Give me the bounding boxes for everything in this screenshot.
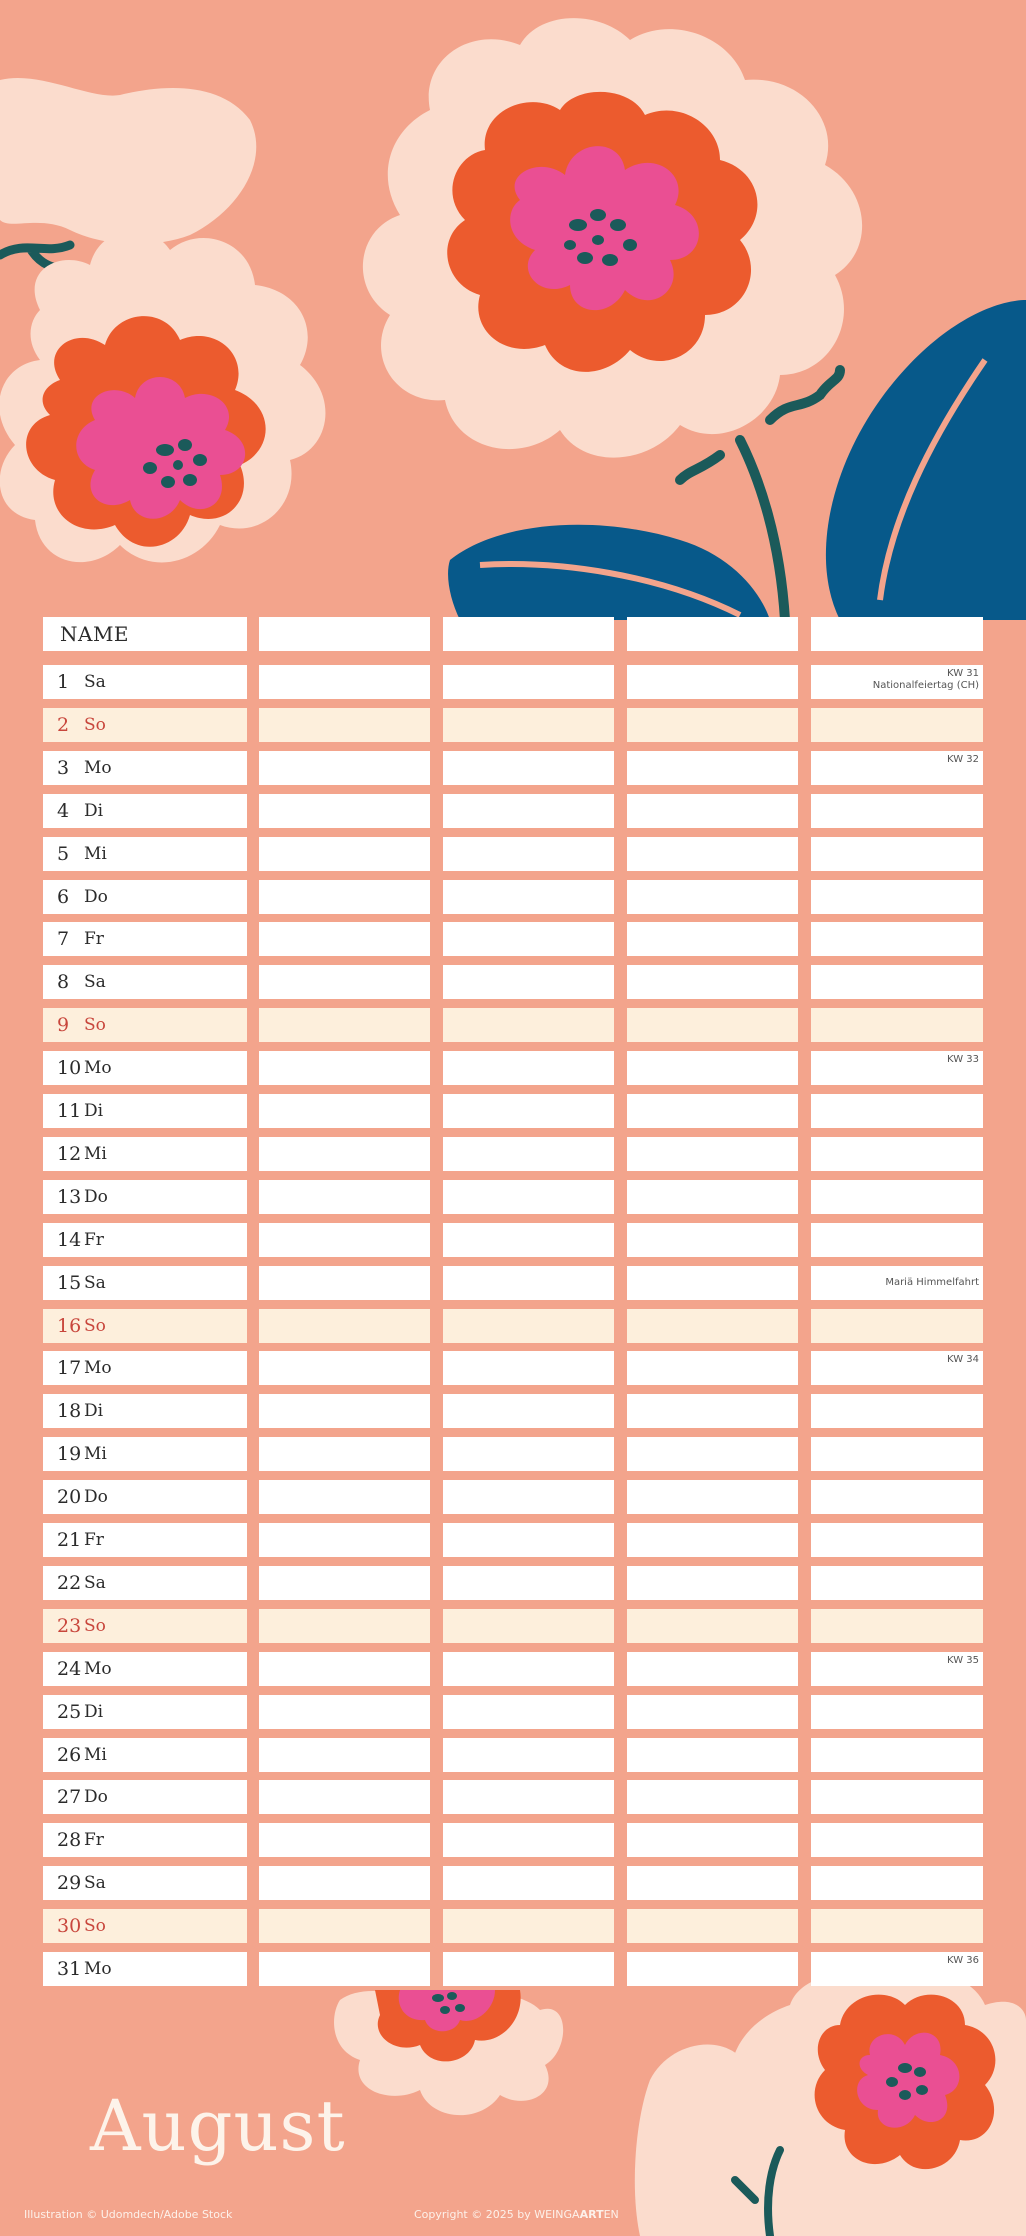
entry-cell-3[interactable] (627, 1437, 798, 1471)
entry-cell-2[interactable] (443, 1523, 614, 1557)
day-row (43, 1738, 983, 1772)
day-number: 8 (57, 971, 70, 994)
date-cell (43, 1695, 247, 1729)
entry-cell-4[interactable] (811, 1523, 983, 1557)
weekday-label: Fr (84, 1530, 104, 1550)
copyright-notice (414, 2208, 619, 2221)
date-cell (43, 837, 247, 871)
weekday-label: Di (84, 1701, 104, 1722)
entry-cell-4[interactable] (811, 1094, 983, 1128)
name-input-cell-3[interactable] (627, 617, 798, 651)
date-cell (43, 1823, 247, 1857)
weekday-label: Fr (84, 1229, 104, 1250)
entry-cell-1[interactable] (259, 751, 430, 785)
brand-en: EN (603, 2208, 619, 2221)
weekday-label: Sa (84, 1572, 106, 1593)
calendar-week-note: KW 34 (947, 1354, 979, 1366)
entry-cell-3[interactable] (627, 1094, 798, 1128)
weekday-label: Do (84, 1487, 108, 1508)
entry-cell-3[interactable] (627, 1480, 798, 1514)
entry-cell-4[interactable] (811, 794, 983, 828)
weekday-label: Sa (84, 672, 106, 692)
floral-illustration-top (0, 0, 1026, 620)
date-cell (43, 1566, 247, 1600)
weekday-label: So (84, 1015, 106, 1036)
entry-cell-4[interactable] (811, 708, 983, 742)
entry-cell-3[interactable] (627, 1952, 798, 1986)
day-row (43, 665, 983, 699)
entry-cell-4[interactable] (811, 1266, 983, 1300)
entry-cell-2[interactable] (443, 1609, 614, 1643)
entry-cell-2[interactable] (443, 1051, 614, 1085)
entry-cell-3[interactable] (627, 1738, 798, 1772)
entry-cell-1[interactable] (259, 1180, 430, 1214)
day-number: 14 (57, 1228, 82, 1251)
weekday-label: Mo (84, 1658, 112, 1679)
entry-cell-3[interactable] (627, 1695, 798, 1729)
entry-cell-3[interactable] (627, 1180, 798, 1214)
day-number: 27 (57, 1786, 82, 1809)
day-row (43, 1823, 983, 1857)
day-row (43, 1652, 983, 1686)
weekday-label: Di (84, 800, 104, 821)
weekday-label: Di (84, 1101, 104, 1121)
entry-cell-3[interactable] (627, 1266, 798, 1300)
day-row (43, 1952, 983, 1986)
entry-cell-2[interactable] (443, 1952, 614, 1986)
date-cell (43, 1394, 247, 1428)
day-number: 24 (57, 1657, 82, 1680)
entry-cell-3[interactable] (627, 837, 798, 871)
date-cell (43, 922, 247, 956)
day-number: 7 (57, 928, 70, 951)
entry-cell-4[interactable] (811, 922, 983, 956)
entry-cell-1[interactable] (259, 1094, 430, 1128)
day-row (43, 1437, 983, 1471)
name-input-cell-4[interactable] (811, 617, 983, 651)
day-row (43, 794, 983, 828)
entry-cell-3[interactable] (627, 665, 798, 699)
entry-cell-4[interactable] (811, 1695, 983, 1729)
entry-cell-4[interactable] (811, 751, 983, 785)
entry-cell-4[interactable] (811, 1738, 983, 1772)
date-cell (43, 1523, 247, 1557)
name-label: NAME (60, 622, 130, 646)
brand-weinga: WEINGA (534, 2208, 580, 2221)
day-number: 28 (57, 1829, 82, 1852)
entry-cell-1[interactable] (259, 1351, 430, 1385)
day-number: 11 (57, 1100, 82, 1122)
day-number: 25 (57, 1700, 82, 1723)
weekday-label: Sa (84, 1272, 106, 1293)
day-row (43, 922, 983, 956)
weekday-label: Mi (84, 1143, 107, 1164)
entry-cell-3[interactable] (627, 880, 798, 914)
day-row (43, 1137, 983, 1171)
day-number: 26 (57, 1743, 82, 1766)
entry-cell-4[interactable] (811, 1008, 983, 1042)
entry-cell-1[interactable] (259, 1309, 430, 1343)
entry-cell-1[interactable] (259, 1266, 430, 1300)
name-header-cell[interactable] (43, 617, 247, 651)
weekday-label: Di (84, 1401, 104, 1422)
day-number: 5 (57, 842, 70, 865)
entry-cell-4[interactable] (811, 1223, 983, 1257)
day-number: 30 (57, 1915, 82, 1938)
entry-cell-2[interactable] (443, 922, 614, 956)
entry-cell-2[interactable] (443, 1437, 614, 1471)
day-number: 19 (57, 1443, 82, 1466)
entry-cell-2[interactable] (443, 794, 614, 828)
date-cell (43, 1480, 247, 1514)
header-row (43, 617, 983, 651)
entry-cell-4[interactable] (811, 1609, 983, 1643)
entry-cell-2[interactable] (443, 1480, 614, 1514)
entry-cell-2[interactable] (443, 1823, 614, 1857)
entry-cell-4[interactable] (811, 1780, 983, 1814)
day-number: 16 (57, 1314, 82, 1337)
weekday-label: Fr (84, 1830, 104, 1851)
day-number: 4 (57, 799, 70, 822)
entry-cell-1[interactable] (259, 1780, 430, 1814)
entry-cell-4[interactable] (811, 880, 983, 914)
weekday-label: Do (84, 1186, 108, 1207)
entry-cell-4[interactable] (811, 837, 983, 871)
entry-cell-1[interactable] (259, 1051, 430, 1085)
entry-cell-3[interactable] (627, 1137, 798, 1171)
day-row (43, 1094, 983, 1128)
entry-cell-3[interactable] (627, 1823, 798, 1857)
entry-cell-4[interactable] (811, 1909, 983, 1943)
cream-petal-bottom (635, 2045, 761, 2236)
entry-cell-2[interactable] (443, 1866, 614, 1900)
weekday-label: Mi (84, 1444, 107, 1465)
name-input-cell-2[interactable] (443, 617, 614, 651)
day-number: 29 (57, 1872, 82, 1895)
day-row (43, 1351, 983, 1385)
day-row (43, 880, 983, 914)
day-row (43, 1180, 983, 1214)
day-number: 15 (57, 1271, 82, 1294)
date-cell (43, 1309, 247, 1343)
entry-cell-3[interactable] (627, 1652, 798, 1686)
day-row (43, 1266, 983, 1300)
holiday-note: Nationalfeiertag (CH) (872, 680, 979, 691)
day-row (43, 1223, 983, 1257)
entry-cell-2[interactable] (443, 1309, 614, 1343)
entry-cell-2[interactable] (443, 1266, 614, 1300)
entry-cell-2[interactable] (443, 708, 614, 742)
date-cell (43, 1094, 247, 1128)
entry-cell-1[interactable] (259, 1823, 430, 1857)
date-cell (43, 880, 247, 914)
entry-cell-2[interactable] (443, 1008, 614, 1042)
date-cell (43, 1180, 247, 1214)
entry-cell-1[interactable] (259, 837, 430, 871)
entry-cell-2[interactable] (443, 1223, 614, 1257)
entry-cell-2[interactable] (443, 965, 614, 999)
day-number: 10 (57, 1057, 82, 1080)
holiday-note: Mariä Himmelfahrt (885, 1276, 979, 1288)
calendar-week-note: KW 33 (947, 1054, 979, 1066)
entry-cell-3[interactable] (627, 1309, 798, 1343)
weekday-label: Mo (84, 1959, 112, 1979)
entry-cell-2[interactable] (443, 751, 614, 785)
day-row (43, 1523, 983, 1557)
entry-cell-4[interactable] (811, 1051, 983, 1085)
weekday-label: Sa (84, 972, 106, 993)
entry-cell-1[interactable] (259, 1437, 430, 1471)
entry-cell-1[interactable] (259, 1866, 430, 1900)
date-cell (43, 1051, 247, 1085)
entry-cell-2[interactable] (443, 1351, 614, 1385)
day-row (43, 751, 983, 785)
entry-cell-1[interactable] (259, 880, 430, 914)
date-cell (43, 751, 247, 785)
entry-cell-4[interactable] (811, 1309, 983, 1343)
day-row (43, 1695, 983, 1729)
entry-cell-4[interactable] (811, 1566, 983, 1600)
entry-cell-3[interactable] (627, 1008, 798, 1042)
weekday-label: So (84, 1916, 106, 1937)
entry-cell-4[interactable] (811, 1952, 983, 1986)
date-cell (43, 1266, 247, 1300)
weekday-label: Do (84, 1787, 108, 1808)
entry-cell-1[interactable] (259, 665, 430, 699)
calendar-grid (43, 617, 983, 1989)
entry-cell-1[interactable] (259, 1909, 430, 1943)
day-row (43, 1566, 983, 1600)
entry-cell-1[interactable] (259, 1137, 430, 1171)
date-cell (43, 965, 247, 999)
entry-cell-3[interactable] (627, 1866, 798, 1900)
weekday-label: Sa (84, 1873, 106, 1894)
day-row (43, 1780, 983, 1814)
day-number: 18 (57, 1400, 82, 1423)
entry-cell-1[interactable] (259, 1652, 430, 1686)
date-cell (43, 665, 247, 699)
entry-cell-1[interactable] (259, 708, 430, 742)
date-cell (43, 1437, 247, 1471)
entry-cell-3[interactable] (627, 708, 798, 742)
day-number: 6 (57, 885, 70, 908)
cream-petal-shape (0, 78, 256, 244)
copyright-lead: Copyright © 2025 by (414, 2208, 535, 2221)
day-row (43, 1909, 983, 1943)
date-cell (43, 1909, 247, 1943)
date-cell (43, 1738, 247, 1772)
entry-cell-1[interactable] (259, 1695, 430, 1729)
date-cell (43, 1780, 247, 1814)
entry-cell-2[interactable] (443, 665, 614, 699)
calendar-week-note: KW 35 (947, 1654, 979, 1666)
entry-cell-1[interactable] (259, 922, 430, 956)
day-number: 9 (57, 1014, 70, 1037)
day-number: 17 (57, 1357, 82, 1380)
weekday-label: Mo (84, 1058, 112, 1079)
entry-cell-1[interactable] (259, 794, 430, 828)
calendar-week-note: KW 32 (947, 753, 979, 765)
entry-cell-3[interactable] (627, 1609, 798, 1643)
day-row (43, 1051, 983, 1085)
day-number: 13 (57, 1185, 82, 1208)
date-cell (43, 794, 247, 828)
entry-cell-1[interactable] (259, 1566, 430, 1600)
entry-cell-4[interactable] (811, 1437, 983, 1471)
entry-cell-2[interactable] (443, 1909, 614, 1943)
entry-cell-1[interactable] (259, 1523, 430, 1557)
day-number: 22 (57, 1571, 82, 1594)
weekday-label: Mi (84, 1744, 107, 1765)
day-row (43, 1394, 983, 1428)
entry-cell-2[interactable] (443, 837, 614, 871)
entry-cell-2[interactable] (443, 1695, 614, 1729)
day-row (43, 965, 983, 999)
entry-cell-1[interactable] (259, 1008, 430, 1042)
month-title: August (90, 2085, 346, 2167)
entry-cell-1[interactable] (259, 1609, 430, 1643)
day-number: 1 (57, 671, 70, 693)
entry-cell-3[interactable] (627, 922, 798, 956)
day-row (43, 837, 983, 871)
day-number: 21 (57, 1529, 82, 1551)
day-number: 23 (57, 1614, 82, 1637)
date-cell (43, 1609, 247, 1643)
day-row (43, 1309, 983, 1343)
calendar-week-note: KW 31 (947, 668, 979, 679)
entry-cell-1[interactable] (259, 1952, 430, 1986)
entry-cell-2[interactable] (443, 1180, 614, 1214)
entry-cell-1[interactable] (259, 1480, 430, 1514)
entry-cell-3[interactable] (627, 965, 798, 999)
entry-cell-4[interactable] (811, 1866, 983, 1900)
day-number: 3 (57, 756, 70, 779)
entry-cell-4[interactable] (811, 1652, 983, 1686)
entry-cell-3[interactable] (627, 1351, 798, 1385)
date-cell (43, 1137, 247, 1171)
entry-cell-4[interactable] (811, 1480, 983, 1514)
entry-cell-2[interactable] (443, 1094, 614, 1128)
day-number: 12 (57, 1142, 82, 1165)
day-number: 31 (57, 1958, 82, 1980)
day-row (43, 1866, 983, 1900)
entry-cell-2[interactable] (443, 1738, 614, 1772)
calendar-week-note: KW 36 (947, 1955, 979, 1966)
date-cell (43, 1866, 247, 1900)
entry-cell-3[interactable] (627, 1051, 798, 1085)
entry-cell-2[interactable] (443, 1394, 614, 1428)
entry-cell-3[interactable] (627, 1223, 798, 1257)
weekday-label: Mi (84, 843, 107, 864)
entry-cell-3[interactable] (627, 1780, 798, 1814)
entry-cell-2[interactable] (443, 880, 614, 914)
entry-cell-3[interactable] (627, 1566, 798, 1600)
entry-cell-3[interactable] (627, 751, 798, 785)
day-number: 20 (57, 1486, 82, 1509)
entry-cell-4[interactable] (811, 665, 983, 699)
entry-cell-1[interactable] (259, 1394, 430, 1428)
brand-art: ART (579, 2208, 604, 2221)
entry-cell-4[interactable] (811, 1394, 983, 1428)
name-input-cell-1[interactable] (259, 617, 430, 651)
weekday-label: Do (84, 886, 108, 907)
illustration-credit: Illustration © Udomdech/Adobe Stock (24, 2208, 233, 2221)
day-row (43, 1008, 983, 1042)
entry-cell-1[interactable] (259, 965, 430, 999)
day-row (43, 1609, 983, 1643)
entry-cell-3[interactable] (627, 794, 798, 828)
day-number: 2 (57, 713, 70, 736)
date-cell (43, 708, 247, 742)
entry-cell-4[interactable] (811, 965, 983, 999)
entry-cell-3[interactable] (627, 1523, 798, 1557)
entry-cell-2[interactable] (443, 1780, 614, 1814)
day-row (43, 708, 983, 742)
weekday-label: So (84, 714, 106, 735)
entry-cell-4[interactable] (811, 1823, 983, 1857)
date-cell (43, 1952, 247, 1986)
day-row (43, 1480, 983, 1514)
entry-cell-2[interactable] (443, 1137, 614, 1171)
entry-cell-4[interactable] (811, 1351, 983, 1385)
entry-cell-2[interactable] (443, 1652, 614, 1686)
date-cell (43, 1351, 247, 1385)
date-cell (43, 1008, 247, 1042)
weekday-label: Mo (84, 757, 112, 778)
entry-cell-2[interactable] (443, 1566, 614, 1600)
date-cell (43, 1652, 247, 1686)
weekday-label: Mo (84, 1358, 112, 1379)
weekday-label: So (84, 1615, 106, 1636)
entry-cell-3[interactable] (627, 1394, 798, 1428)
entry-cell-1[interactable] (259, 1223, 430, 1257)
weekday-label: So (84, 1315, 106, 1336)
entry-cell-4[interactable] (811, 1180, 983, 1214)
entry-cell-4[interactable] (811, 1137, 983, 1171)
weekday-label: Fr (84, 929, 104, 950)
entry-cell-1[interactable] (259, 1738, 430, 1772)
date-cell (43, 1223, 247, 1257)
entry-cell-3[interactable] (627, 1909, 798, 1943)
